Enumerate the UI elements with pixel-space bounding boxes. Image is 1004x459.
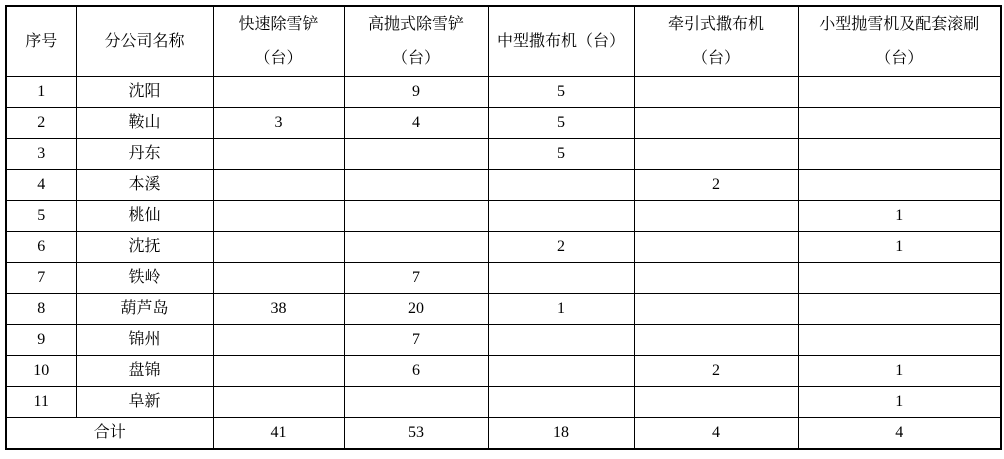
cell-high (344, 201, 488, 232)
cell-small: 1 (798, 387, 1001, 418)
column-header-unit: （台） (391, 49, 440, 67)
cell-small (798, 139, 1001, 170)
cell-no: 1 (6, 77, 76, 108)
cell-medium (488, 170, 634, 201)
cell-fast (213, 263, 344, 294)
table-row (6, 108, 1001, 139)
cell-fast (213, 387, 344, 418)
cell-name: 桃仙 (76, 201, 213, 232)
cell-no: 9 (6, 325, 76, 356)
cell-name: 锦州 (76, 325, 213, 356)
table-body (6, 77, 1001, 418)
cell-fast (213, 325, 344, 356)
cell-name: 本溪 (76, 170, 213, 201)
total-small: 4 (798, 418, 1001, 450)
cell-fast: 38 (213, 294, 344, 325)
table-row (6, 232, 1001, 263)
cell-high: 4 (344, 108, 488, 139)
cell-towed (634, 294, 798, 325)
cell-name: 丹东 (76, 139, 213, 170)
column-header-lines (214, 16, 344, 68)
cell-small (798, 170, 1001, 201)
total-label: 合计 (6, 418, 213, 450)
cell-fast (213, 139, 344, 170)
cell-small (798, 294, 1001, 325)
total-high: 53 (344, 418, 488, 450)
cell-no: 5 (6, 201, 76, 232)
cell-name: 铁岭 (76, 263, 213, 294)
cell-towed (634, 108, 798, 139)
cell-medium: 5 (488, 77, 634, 108)
cell-fast (213, 232, 344, 263)
cell-no: 4 (6, 170, 76, 201)
cell-fast (213, 77, 344, 108)
table-footer (6, 418, 1001, 450)
table-row (6, 356, 1001, 387)
cell-towed: 2 (634, 170, 798, 201)
column-header-lines (799, 16, 1001, 68)
total-medium: 18 (488, 418, 634, 450)
column-header-label: 牵引式撒布机 (667, 15, 764, 33)
equipment-table (5, 5, 1002, 450)
column-header-towed (634, 6, 798, 77)
cell-fast (213, 201, 344, 232)
total-row (6, 418, 1001, 450)
cell-medium: 5 (488, 108, 634, 139)
cell-towed (634, 232, 798, 263)
column-header-fast (213, 6, 344, 77)
cell-no: 3 (6, 139, 76, 170)
column-header-label: 快速除雪铲 (238, 15, 319, 33)
cell-medium (488, 263, 634, 294)
cell-small: 1 (798, 356, 1001, 387)
cell-fast (213, 170, 344, 201)
column-header-lines (345, 16, 488, 68)
column-header-unit: （台） (875, 49, 924, 67)
cell-towed (634, 139, 798, 170)
cell-medium: 2 (488, 232, 634, 263)
column-header-small (798, 6, 1001, 77)
cell-small (798, 263, 1001, 294)
cell-medium (488, 201, 634, 232)
table-header (6, 6, 1001, 77)
cell-medium: 1 (488, 294, 634, 325)
cell-no: 8 (6, 294, 76, 325)
cell-high: 6 (344, 356, 488, 387)
table-row (6, 387, 1001, 418)
column-header-no: 序号 (6, 6, 76, 77)
table-row (6, 139, 1001, 170)
column-header-label: 小型抛雪机及配套滚刷 (819, 15, 980, 33)
cell-high (344, 170, 488, 201)
header-row (6, 6, 1001, 77)
total-towed: 4 (634, 418, 798, 450)
table-row (6, 294, 1001, 325)
cell-name: 盘锦 (76, 356, 213, 387)
table-row (6, 201, 1001, 232)
column-header-medium: 中型撒布机（台） (488, 6, 634, 77)
cell-towed (634, 387, 798, 418)
cell-towed (634, 201, 798, 232)
column-header-unit: （台） (691, 49, 740, 67)
cell-high (344, 139, 488, 170)
cell-towed (634, 263, 798, 294)
cell-medium: 5 (488, 139, 634, 170)
column-header-name: 分公司名称 (76, 6, 213, 77)
cell-name: 阜新 (76, 387, 213, 418)
cell-medium (488, 387, 634, 418)
total-fast: 41 (213, 418, 344, 450)
cell-fast (213, 356, 344, 387)
table-row (6, 263, 1001, 294)
cell-name: 沈抚 (76, 232, 213, 263)
cell-towed: 2 (634, 356, 798, 387)
cell-high (344, 387, 488, 418)
cell-high: 7 (344, 325, 488, 356)
cell-high: 20 (344, 294, 488, 325)
cell-name: 鞍山 (76, 108, 213, 139)
cell-small (798, 77, 1001, 108)
cell-medium (488, 325, 634, 356)
cell-fast: 3 (213, 108, 344, 139)
cell-towed (634, 77, 798, 108)
cell-no: 11 (6, 387, 76, 418)
cell-name: 沈阳 (76, 77, 213, 108)
cell-no: 7 (6, 263, 76, 294)
column-header-high (344, 6, 488, 77)
cell-name: 葫芦岛 (76, 294, 213, 325)
table-row (6, 77, 1001, 108)
cell-small: 1 (798, 232, 1001, 263)
table-row (6, 170, 1001, 201)
table-row (6, 325, 1001, 356)
cell-medium (488, 356, 634, 387)
cell-high: 9 (344, 77, 488, 108)
cell-small (798, 325, 1001, 356)
cell-no: 2 (6, 108, 76, 139)
cell-towed (634, 325, 798, 356)
cell-small (798, 108, 1001, 139)
column-header-label: 高抛式除雪铲 (367, 15, 464, 33)
column-header-lines (635, 16, 798, 68)
cell-small: 1 (798, 201, 1001, 232)
cell-no: 10 (6, 356, 76, 387)
cell-no: 6 (6, 232, 76, 263)
cell-high (344, 232, 488, 263)
cell-high: 7 (344, 263, 488, 294)
column-header-unit: （台） (254, 49, 303, 67)
